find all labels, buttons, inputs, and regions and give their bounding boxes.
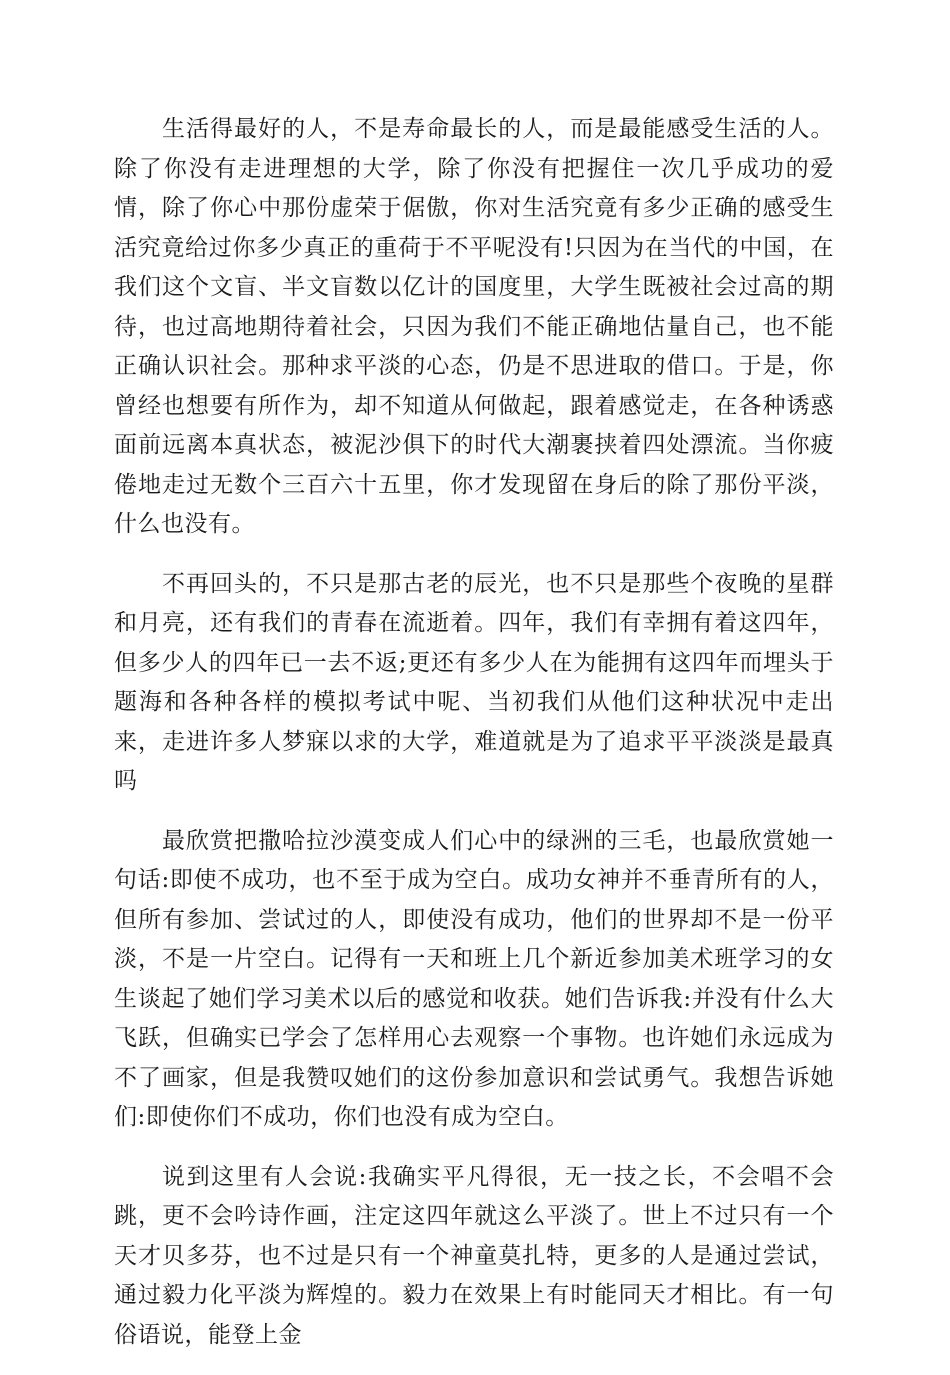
paragraph-2: 不再回头的，不只是那古老的辰光，也不只是那些个夜晚的星群和月亮，还有我们的青春在流逝着。四年，我们有幸拥有着这四年，但多少人的四年已一去不返;更还有多少人在为能拥有这四年而埋头于题海和各种各样的模拟考试中呢、当初我们从他们这种状况中走出来，走进许多人梦寐以求的大学，难道就是为了追求平平淡淡是最真吗	[114, 570, 834, 794]
paragraph-3: 最欣赏把撒哈拉沙漠变成人们心中的绿洲的三毛，也最欣赏她一句话:即使不成功，也不至于成为空白。成功女神并不垂青所有的人，但所有参加、尝试过的人，即使没有成功，他们的世界却不是一份平淡，不是一片空白。记得有一天和班上几个新近参加美术班学习的女生谈起了她们学习美术以后的感觉和收获。她们告诉我:并没有什么大飞跃，但确实已学会了怎样用心去观察一个事物。也许她们永远成为不了画家，但是我赞叹她们的这份参加意识和尝试勇气。我想告诉她们:即使你们不成功，你们也没有成为空白。	[114, 827, 834, 1130]
document-body	[114, 110, 834, 1375]
paragraph-4: 说到这里有人会说:我确实平凡得很，无一技之长，不会唱不会跳，更不会吟诗作画，注定这四年就这么平淡了。世上不过只有一个天才贝多芬，也不过是只有一个神童莫扎特，更多的人是通过尝试，通过毅力化平淡为辉煌的。毅力在效果上有时能同天才相比。有一句俗语说，能登上金	[114, 1163, 834, 1348]
paragraph-1: 生活得最好的人，不是寿命最长的人，而是最能感受生活的人。除了你没有走进理想的大学，除了你没有把握住一次几乎成功的爱情，除了你心中那份虚荣于倨傲，你对生活究竟有多少正确的感受生活究竟给过你多少真正的重荷于不平呢没有!只因为在当代的中国，在我们这个文盲、半文盲数以亿计的国度里，大学生既被社会过高的期待，也过高地期待着社会，只因为我们不能正确地估量自己，也不能正确认识社会。那种求平淡的心态，仍是不思进取的借口。于是，你曾经也想要有所作为，却不知道从何做起，跟着感觉走，在各种诱惑面前远离本真状态，被泥沙俱下的时代大潮裹挟着四处漂流。当你疲倦地走过无数个三百六十五里，你才发现留在身后的除了那份平淡，什么也没有。	[114, 116, 834, 537]
